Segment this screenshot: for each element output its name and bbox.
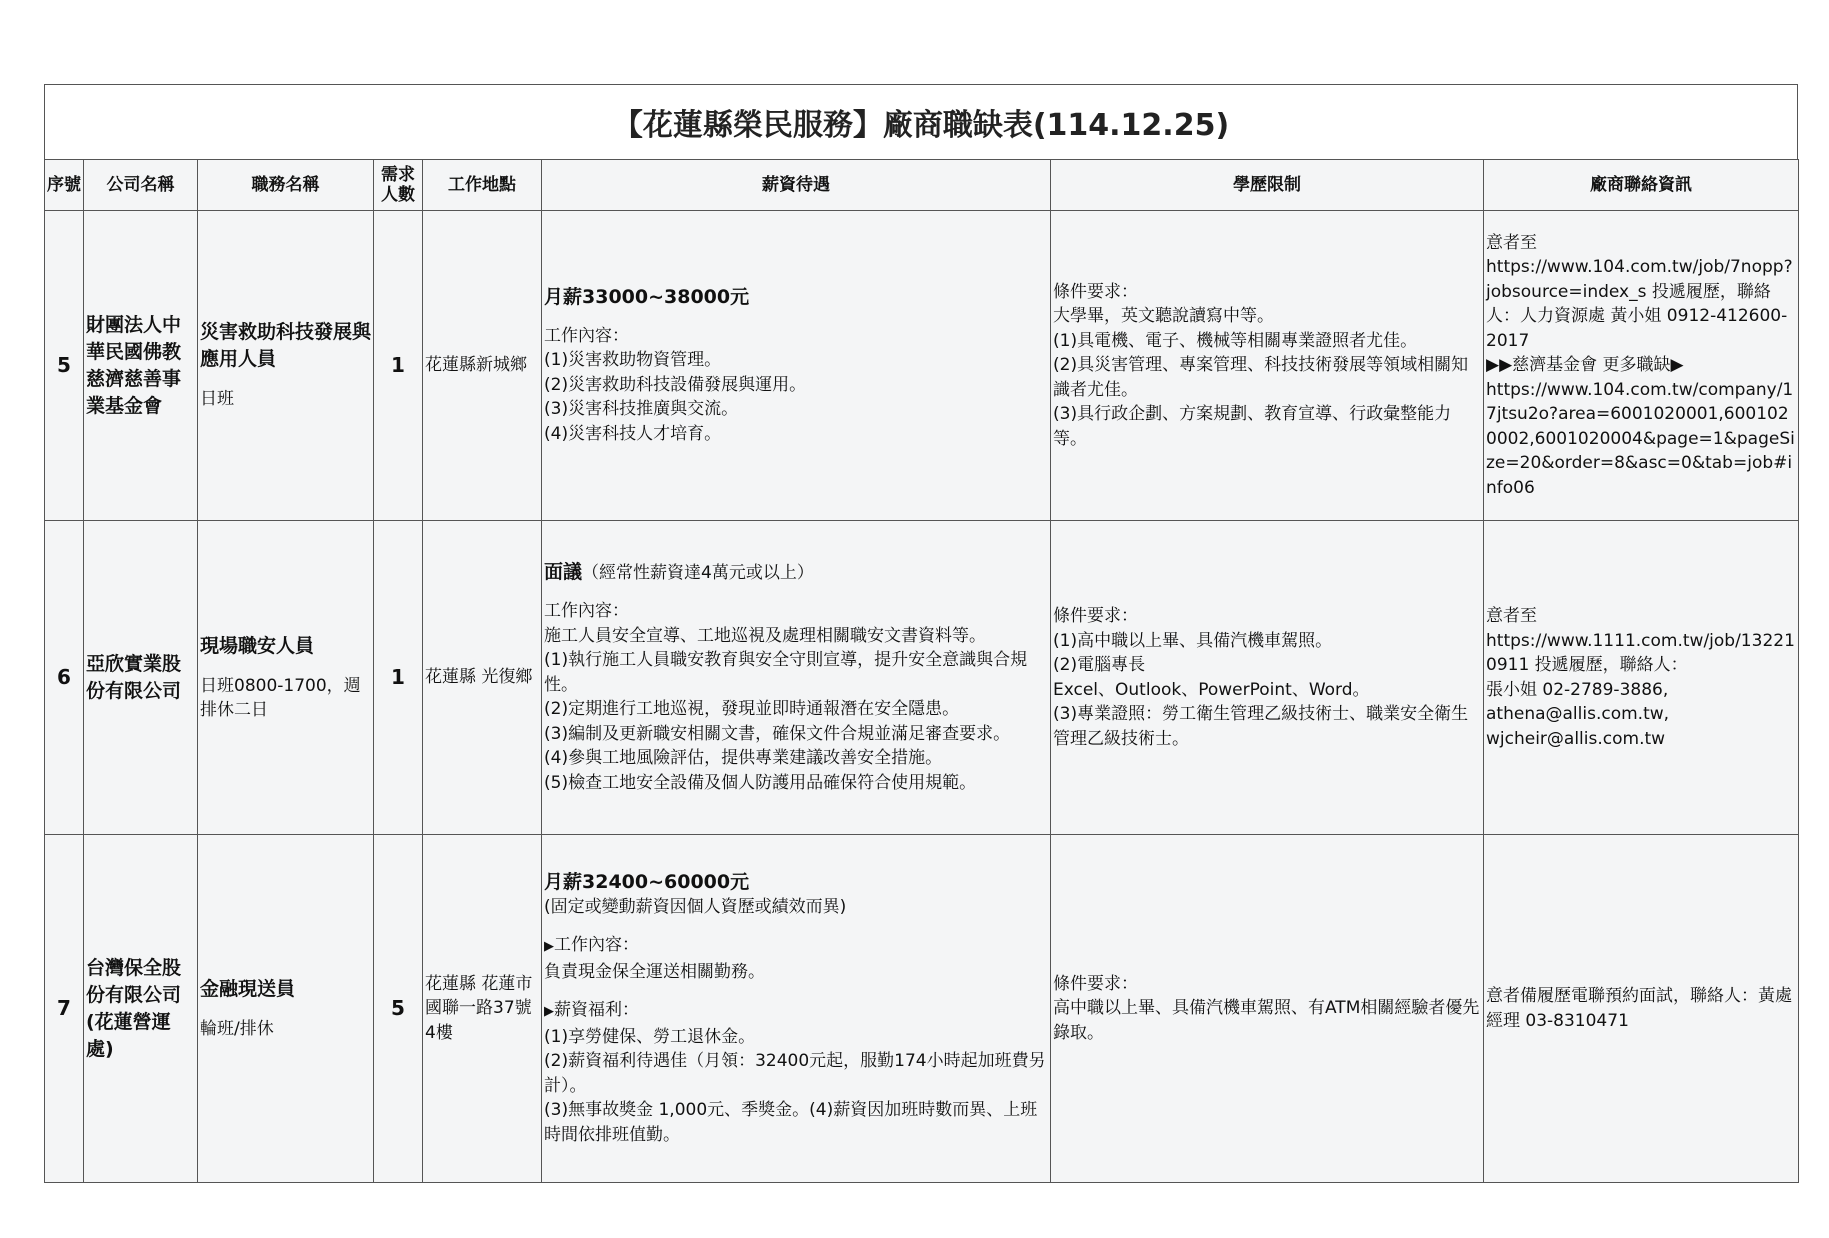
- education-cell: [1051, 521, 1484, 835]
- table-row: [45, 211, 1799, 521]
- duty-line: 施工人員安全宣導、工地巡視及處理相關職安文書資料等。: [544, 625, 986, 646]
- requirement-line: (1)具電機、電子、機械等相關專業證照者尤佳。: [1053, 330, 1418, 351]
- benefit-line: (1)享勞健保、勞工退休金。: [544, 1026, 756, 1047]
- duty-line: 工作內容：: [554, 935, 639, 955]
- requirement-line: 條件要求：: [1053, 281, 1138, 302]
- job-title: 現場職安人員: [200, 634, 315, 657]
- duty-line: 工作內容：: [544, 325, 629, 346]
- duty-line: (2)定期進行工地巡視，發現並即時通報潛在安全隱患。: [544, 699, 960, 720]
- header-no: 序號: [45, 160, 84, 211]
- headcount: 1: [374, 211, 423, 521]
- benefit-line: 薪資福利：: [554, 1000, 639, 1020]
- requirement-line: Excel、Outlook、PowerPoint、Word。: [1053, 679, 1370, 700]
- row-number: 5: [45, 211, 84, 521]
- contact-link[interactable]: https://www.104.com.tw/company/17jtsu2o?area=6001020001,6001020002,6001020004&page=1&pageSize=20&order=8&asc=0&tab=job#info06: [1486, 379, 1795, 498]
- requirement-line: (2)電腦專長: [1053, 655, 1146, 675]
- requirement-line: 條件要求：: [1053, 973, 1138, 994]
- duty-line: (4)災害科技人才培育。: [544, 423, 722, 444]
- vacancy-table: [44, 159, 1799, 1183]
- contact-line: 張小姐 02-2789-3886,: [1486, 679, 1669, 700]
- work-location: 花蓮縣 光復鄉: [423, 521, 542, 835]
- duty-line: (4)參與工地風險評估，提供專業建議改善安全措施。: [544, 748, 943, 769]
- header-row: [45, 160, 1799, 211]
- salary-amount: 月薪32400~60000元: [544, 871, 750, 893]
- row-number: 6: [45, 521, 84, 835]
- education-cell: [1051, 835, 1484, 1183]
- requirement-line: 高中職以上畢、具備汽機車駕照、有ATM相關經驗者優先錄取。: [1053, 998, 1480, 1043]
- header-job: 職務名稱: [198, 160, 374, 211]
- salary-sub: (固定或變動薪資因個人資歷或績效而異): [544, 896, 847, 917]
- benefit-line: (3)無事故獎金 1,000元、季獎金。(4)薪資因加班時數而異、上班時間依排班值勤。: [544, 1100, 1038, 1145]
- requirement-line: (3)專業證照：勞工衛生管理乙級技術士、職業安全衛生管理乙級技術士。: [1053, 704, 1469, 749]
- work-location: 花蓮縣 花蓮市 國聯一路37號4樓: [423, 835, 542, 1183]
- header-education: 學歷限制: [1051, 160, 1484, 211]
- header-count: 需求人數: [374, 160, 423, 211]
- requirement-line: (3)具行政企劃、方案規劃、教育宣導、行政彙整能力等。: [1053, 404, 1452, 449]
- page-title: 【花蓮縣榮民服務】廠商職缺表(114.12.25): [44, 84, 1798, 159]
- job-title: 災害救助科技發展與應用人員: [200, 321, 372, 371]
- headcount: 5: [374, 835, 423, 1183]
- table-row: [45, 521, 1799, 835]
- contact-link[interactable]: https://www.104.com.tw/job/7nopp?jobsource=index_s 投遞履歷，聯絡人：人力資源處 黃小姐 0912-412600-2017: [1486, 257, 1793, 351]
- contact-line: 意者至: [1486, 232, 1537, 253]
- work-location: 花蓮縣新城鄉: [423, 211, 542, 521]
- duty-line: (5)檢查工地安全設備及個人防護用品確保符合使用規範。: [544, 772, 977, 793]
- contact-line: 意者至: [1486, 606, 1537, 626]
- contact-cell: [1484, 211, 1799, 521]
- header-contact: 廠商聯絡資訊: [1484, 160, 1799, 211]
- job-cell: [198, 211, 374, 521]
- duty-line: (1)執行施工人員職安教育與安全守則宣導，提升安全意識與合規性。: [544, 650, 1028, 695]
- requirement-line: 大學畢，英文聽說讀寫中等。: [1053, 306, 1274, 327]
- contact-line: ▶▶慈濟基金會 更多職缺▶: [1486, 355, 1684, 376]
- education-cell: [1051, 211, 1484, 521]
- duty-line: (3)災害科技推廣與交流。: [544, 399, 739, 419]
- benefit-line: (2)薪資福利待遇佳（月領：32400元起，服勤174小時起加班費另計）。: [544, 1051, 1046, 1096]
- header-salary: 薪資待遇: [542, 160, 1051, 211]
- duty-line: (3)編制及更新職安相關文書，確保文件合規並滿足審查要求。: [544, 723, 1011, 744]
- job-title: 金融現送員: [200, 977, 296, 1000]
- duty-line: (1)災害救助物資管理。: [544, 350, 722, 370]
- header-location: 工作地點: [423, 160, 542, 211]
- requirement-line: (1)高中職以上畢、具備汽機車駕照。: [1053, 630, 1333, 651]
- job-shift: 日班: [200, 389, 234, 410]
- triangle-right-icon: ▶: [544, 939, 554, 954]
- headcount: 1: [374, 521, 423, 835]
- header-company: 公司名稱: [84, 160, 198, 211]
- salary-cell: [542, 521, 1051, 835]
- contact-link[interactable]: https://www.1111.com.tw/job/132210911 投遞履歷，聯絡人：: [1486, 630, 1795, 675]
- job-shift: 日班0800-1700，週排休二日: [200, 675, 361, 720]
- job-shift: 輪班/排休: [200, 1018, 274, 1039]
- requirement-line: 條件要求：: [1053, 606, 1138, 626]
- table-row: [45, 835, 1799, 1183]
- salary-note: （經常性薪資達4萬元或以上）: [582, 562, 814, 583]
- company-name: 財團法人中華民國佛教慈濟慈善事業基金會: [84, 211, 198, 521]
- row-number: 7: [45, 835, 84, 1183]
- job-cell: [198, 521, 374, 835]
- company-name: 台灣保全股份有限公司(花蓮營運處): [84, 835, 198, 1183]
- requirement-line: (2)具災害管理、專案管理、科技技術發展等領域相關知識者尤佳。: [1053, 355, 1469, 400]
- duty-line: 工作內容：: [544, 601, 629, 622]
- contact-cell: [1484, 835, 1799, 1183]
- salary-amount: 面議: [544, 560, 583, 583]
- contact-cell: [1484, 521, 1799, 835]
- duty-line: (2)災害救助科技設備發展與運用。: [544, 374, 807, 395]
- contact-email[interactable]: athena@allis.com.tw,: [1486, 704, 1670, 724]
- triangle-right-icon: ▶: [544, 1004, 554, 1019]
- salary-cell: [542, 211, 1051, 521]
- job-cell: [198, 835, 374, 1183]
- contact-line: 意者備履歷電聯預約面試，聯絡人：黃處經理 03-8310471: [1486, 986, 1792, 1031]
- vacancy-sheet: [44, 84, 1798, 1183]
- duty-line: 負責現金保全運送相關勤務。: [544, 961, 765, 982]
- salary-amount: 月薪33000~38000元: [544, 286, 750, 308]
- company-name: 亞欣實業股份有限公司: [84, 521, 198, 835]
- contact-email[interactable]: wjcheir@allis.com.tw: [1486, 728, 1666, 749]
- salary-cell: [542, 835, 1051, 1183]
